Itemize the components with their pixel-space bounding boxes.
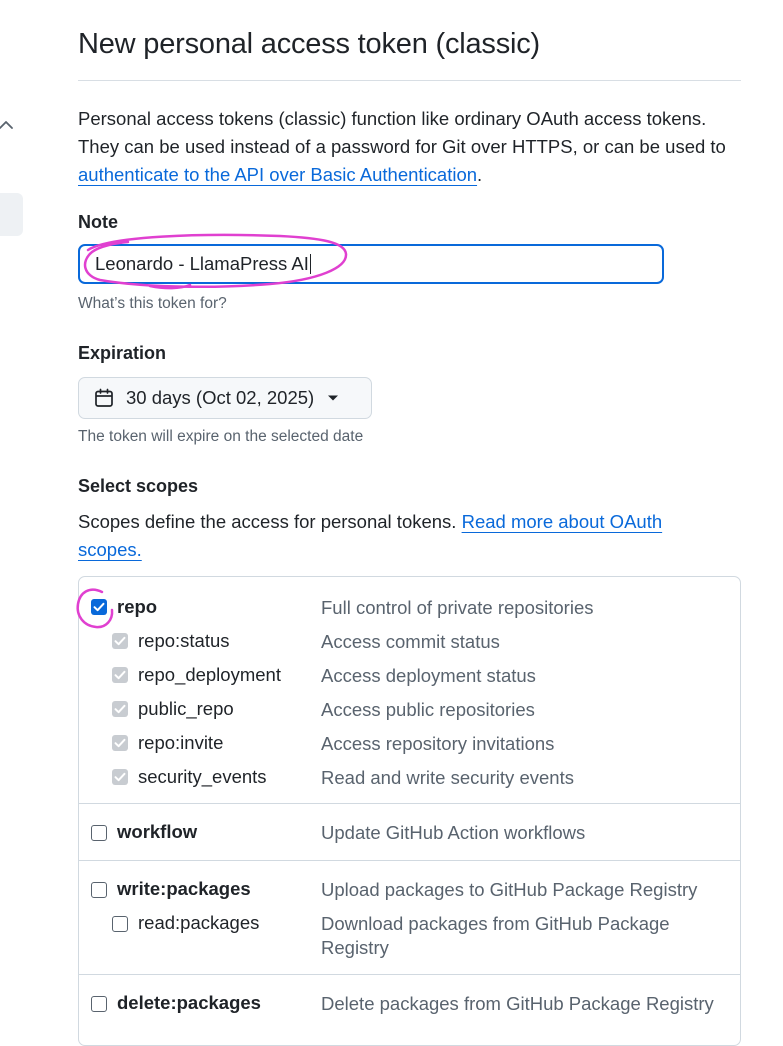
expiration-select[interactable]: [78, 377, 372, 419]
note-input[interactable]: [78, 244, 664, 284]
scope-name-repo-invite: repo:invite: [138, 732, 224, 753]
public-repo-checkbox[interactable]: [112, 701, 128, 717]
note-highlight-tail: [150, 285, 190, 288]
scope-name-write-packages: write:packages: [117, 878, 251, 899]
security-events-checkbox[interactable]: [112, 769, 128, 785]
basic-auth-link[interactable]: authenticate to the API over Basic Authentication: [78, 164, 478, 185]
oauth-scopes-link[interactable]: Read more about OAuth scopes.: [78, 511, 663, 560]
expiration-hint: The token will expire on the selected date: [78, 428, 364, 445]
scope-name-repo-status: repo:status: [138, 630, 230, 651]
write-packages-checkbox[interactable]: [91, 882, 107, 898]
sub-scope-row: [79, 760, 740, 794]
scope-name-workflow: workflow: [117, 821, 198, 842]
check-icon: [112, 701, 128, 717]
scope-desc-repo-invite: Access repository invitations: [321, 733, 555, 754]
text-caret: [310, 254, 311, 274]
check-icon: [91, 599, 107, 615]
expiration-value: 30 days (Oct 02, 2025): [126, 387, 315, 408]
note-label: Note: [78, 212, 118, 232]
check-icon: [112, 735, 128, 751]
scope-desc-delete-packages: Delete packages from GitHub Package Registry: [321, 993, 714, 1014]
sub-scope-row: [79, 624, 740, 658]
repo-deployment-checkbox[interactable]: [112, 667, 128, 683]
sub-scope-row: [79, 658, 740, 692]
intro-end: .: [477, 164, 483, 185]
repo-checkbox[interactable]: [91, 599, 107, 615]
scopes-intro-text: Scopes define the access for personal tokens.: [78, 511, 462, 532]
scope-name-delete-packages: delete:packages: [117, 992, 261, 1013]
scopes-intro: [78, 508, 718, 564]
title-divider: [78, 80, 741, 81]
scope-name-public-repo: public_repo: [138, 698, 234, 719]
triangle-down-icon: [327, 394, 339, 402]
scope-group-write-packages: [79, 861, 740, 975]
sub-scope-row: [79, 906, 740, 966]
read-packages-checkbox[interactable]: [112, 916, 128, 932]
sub-scope-row: [79, 726, 740, 760]
scope-name-security-events: security_events: [138, 766, 267, 787]
sub-scope-row: [79, 692, 740, 726]
page-title: New personal access token (classic): [78, 28, 541, 60]
check-icon: [112, 769, 128, 785]
scope-desc-repo-deployment: Access deployment status: [321, 665, 536, 686]
workflow-checkbox[interactable]: [91, 825, 107, 841]
scope-group-delete-packages: [79, 975, 740, 1046]
note-hint: What’s this token for?: [78, 295, 227, 312]
scope-desc-repo-status: Access commit status: [321, 631, 500, 652]
scope-desc-workflow: Update GitHub Action workflows: [321, 822, 586, 843]
chevron-up-icon[interactable]: [0, 117, 16, 133]
note-value: Leonardo - LlamaPress AI: [95, 253, 309, 274]
repo-invite-checkbox[interactable]: [112, 735, 128, 751]
scope-desc-write-packages: Upload packages to GitHub Package Registry: [321, 879, 698, 900]
scope-name-repo: repo: [117, 596, 158, 617]
check-icon: [112, 667, 128, 683]
scope-desc-security-events: Read and write security events: [321, 767, 574, 788]
scope-desc-repo: Full control of private repositories: [321, 597, 594, 618]
scopes-list: [78, 576, 741, 1046]
expiration-label: Expiration: [78, 343, 167, 363]
scope-desc-public-repo: Access public repositories: [321, 699, 535, 720]
repo-status-checkbox[interactable]: [112, 633, 128, 649]
scope-group-repo: [79, 577, 740, 804]
calendar-icon: [94, 388, 114, 408]
check-icon: [112, 633, 128, 649]
scope-group-workflow: [79, 804, 740, 861]
sidebar-active-item[interactable]: [0, 193, 23, 236]
scope-desc-read-packages: Download packages from GitHub Package Registry: [321, 913, 670, 958]
scope-name-repo-deployment: repo_deployment: [138, 664, 281, 685]
scopes-label: Select scopes: [78, 476, 199, 496]
intro-paragraph: [78, 105, 748, 189]
scope-name-read-packages: read:packages: [138, 912, 260, 933]
delete-packages-checkbox[interactable]: [91, 996, 107, 1012]
intro-text: Personal access tokens (classic) function like ordinary OAuth access tokens. They can be used instead of a password for Git over HTTPS, or can be used to: [78, 108, 726, 157]
